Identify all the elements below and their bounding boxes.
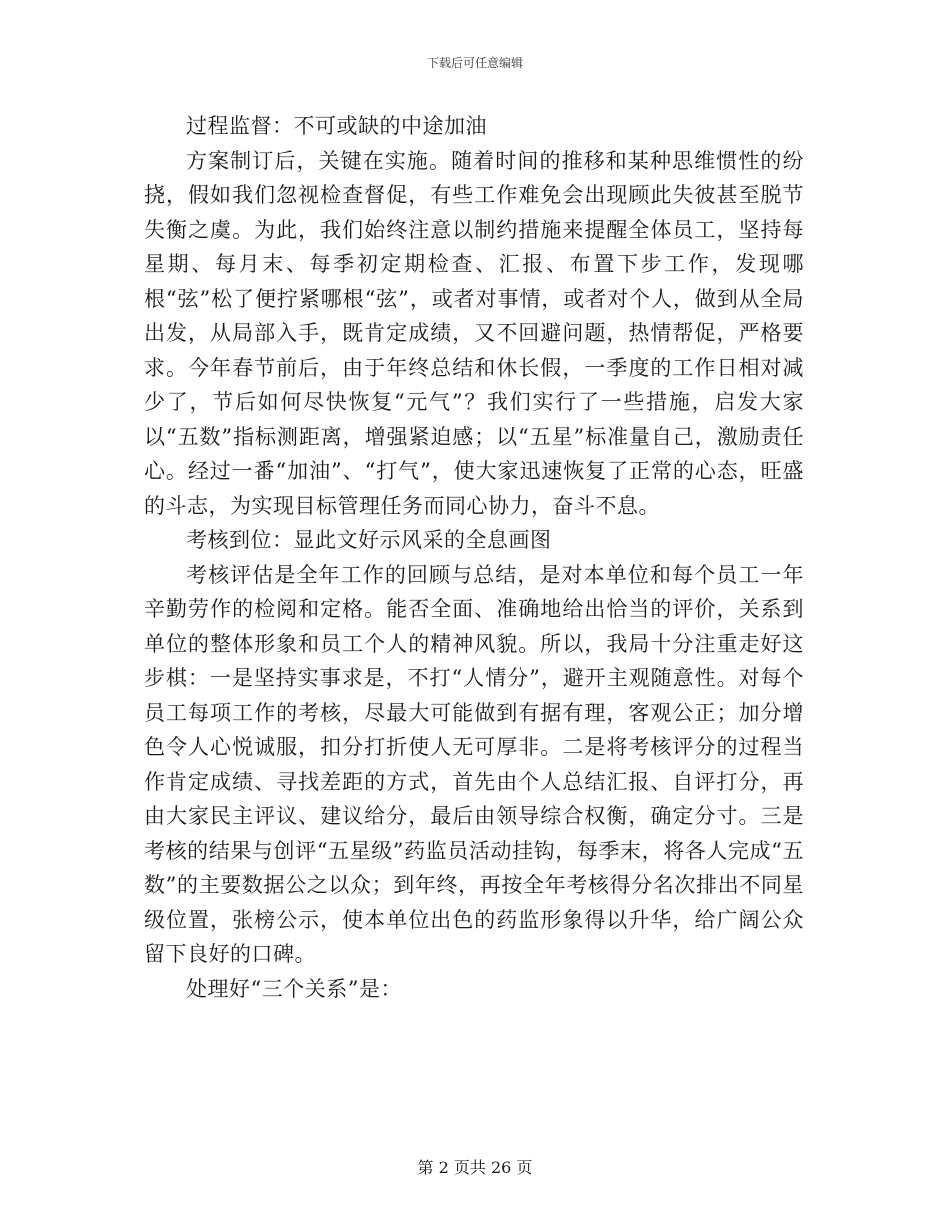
document-body [144, 109, 804, 1006]
paragraph-assessment: 考核评估是全年工作的回顾与总结，是对本单位和每个员工一年辛勤劳作的检阅和定格。能否全面、准确地给出恰当的评价，关系到单位的整体形象和员工个人的精神风貌。所以，我局十分注重走好这步棋：一是坚持实事求是，不打“人情分”，避开主观随意性。对每个员工每项工作的考核，尽最大可能做到有据有理，客观公正；加分增色令人心悦诚服，扣分打折使人无可厚非。二是将考核评分的过程当作肯定成绩、寻找差距的方式，首先由个人总结汇报、自评打分，再由大家民主评议、建议给分，最后由领导综合权衡，确定分寸。三是考核的结果与创评“五星级”药监员活动挂钩，每季末，将各人完成“五数”的主要数据公之以众；到年终，再按全年考核得分名次排出不同星级位置，张榜公示，使本单位出色的药监形象得以升华，给广阔公众留下良好的口碑。 [144, 562, 804, 966]
paragraph-three-relations: 处理好“三个关系”是： [186, 976, 402, 1001]
page-footer: 第 2 页共 26 页 [417, 1158, 533, 1177]
section-heading-process-supervision: 过程监督：不可或缺的中途加油 [186, 114, 487, 138]
page-header: 下载后可任意编辑 [426, 56, 523, 70]
paragraph-process-supervision: 方案制订后，关键在实施。随着时间的推移和某种思维惯性的纷挠，假如我们忽视检查督促，有些工作难免会出现顾此失彼甚至脱节失衡之虞。为此，我们始终注意以制约措施来提醒全体员工，坚持每星期、每月末、每季初定期检查、汇报、布置下步工作，发现哪根“弦”松了便拧紧哪根“弦”，或者对事情，或者对个人，做到从全局出发，从局部入手，既肯定成绩，又不回避问题，热情帮促，严格要求。今年春节前后，由于年终总结和休长假，一季度的工作日相对减少了，节后如何尽快恢复“元气”？我们实行了一些措施，启发大家以“五数”指标测距离，增强紧迫感；以“五星”标准量自己，激励责任心。经过一番“加油”、“打气”，使大家迅速恢复了正常的心态，旺盛的斗志，为实现目标管理任务而同心协力，奋斗不息。 [144, 148, 804, 518]
section-heading-assessment: 考核到位：显此文好示风采的全息画图 [186, 528, 552, 552]
